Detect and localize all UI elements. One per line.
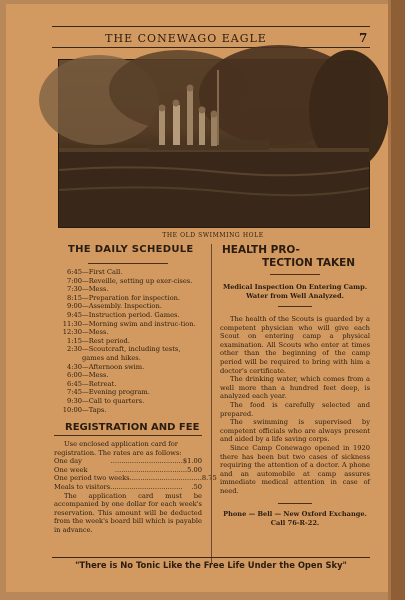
schedule-time: 10:00 bbox=[62, 405, 82, 414]
phone-rule bbox=[278, 503, 312, 504]
schedule-rule bbox=[88, 263, 168, 264]
schedule-activity: —Mess. bbox=[82, 285, 109, 294]
schedule-item bbox=[54, 345, 202, 362]
schedule-item bbox=[54, 311, 202, 320]
schedule-item bbox=[54, 380, 202, 389]
registration-rule bbox=[54, 435, 202, 436]
schedule-time: 9:00 bbox=[66, 302, 82, 311]
rate-row bbox=[54, 474, 217, 483]
schedule-list bbox=[54, 268, 202, 414]
health-heading-line1: HEALTH PRO- bbox=[222, 244, 300, 256]
footer-quote: "There is No Tonic Like the Free Life Under the Open Sky" bbox=[75, 560, 347, 570]
schedule-activity: —Mess. bbox=[82, 371, 109, 380]
health-rule-short bbox=[278, 306, 312, 307]
registration-note: The application card must be accompanied by one dollar for each week's reservation. This amount will be deducted from the week's board bill which is payable in advance. bbox=[54, 491, 202, 535]
photo-caption: THE OLD SWIMMING HOLE bbox=[162, 232, 264, 239]
schedule-time: 7:00 bbox=[66, 276, 82, 285]
schedule-time: 6:00 bbox=[66, 371, 82, 380]
magazine-page bbox=[6, 4, 390, 592]
schedule-heading: THE DAILY SCHEDULE bbox=[68, 244, 194, 255]
health-heading bbox=[220, 244, 370, 270]
schedule-activity: —Reveille, setting up exer-cises. bbox=[82, 276, 193, 285]
column-divider bbox=[211, 244, 212, 564]
schedule-activity: —Assembly. Inspection. bbox=[82, 302, 162, 311]
rate-label: One day bbox=[54, 457, 82, 466]
schedule-activity: —Call to quarters. bbox=[82, 396, 145, 405]
health-subhead: Medical Inspection On Entering Camp. Water from Well Analyzed. bbox=[222, 283, 368, 300]
rate-leader: .................................. bbox=[114, 465, 188, 474]
schedule-time: 11:30 bbox=[62, 319, 82, 328]
page-number: 7 bbox=[359, 31, 368, 45]
schedule-activity: —Mess. bbox=[82, 328, 109, 337]
health-heading-line2: TECTION TAKEN bbox=[262, 257, 356, 269]
running-title: THE CONEWAGO EAGLE bbox=[105, 32, 267, 45]
health-paragraph: Since Camp Conewago opened in 1920 there has been but two cases of sickness requiring the attention of a doctor. A phone and an automobile at camp assures immediate medical attention in case of need. bbox=[220, 443, 370, 495]
schedule-item bbox=[54, 277, 202, 286]
schedule-time: 12:30 bbox=[62, 328, 82, 337]
phone-info: Phone — Bell — New Oxford Exchange. Call 76-R-22. bbox=[223, 510, 367, 528]
schedule-activity: —Preparation for inspection. bbox=[82, 293, 181, 302]
schedule-time: 8:15 bbox=[66, 293, 82, 302]
rate-row bbox=[54, 457, 202, 466]
schedule-item bbox=[54, 406, 202, 415]
rate-row bbox=[54, 483, 202, 492]
schedule-item bbox=[54, 328, 202, 337]
swimming-hole-photo bbox=[58, 59, 370, 228]
registration-heading: REGISTRATION AND FEE bbox=[65, 422, 200, 434]
schedule-time: 2:30 bbox=[66, 345, 82, 354]
rate-label: One week bbox=[54, 465, 88, 474]
health-paragraph: The drinking water, which comes from a well more than a hundred feet deep, is analyzed each year. bbox=[220, 375, 370, 401]
schedule-activity: —Retreat. bbox=[82, 379, 117, 388]
schedule-time: 6:45 bbox=[66, 379, 82, 388]
schedule-item bbox=[54, 337, 202, 346]
rates-table bbox=[54, 457, 217, 492]
schedule-time: 1:15 bbox=[66, 336, 82, 345]
schedule-item bbox=[54, 302, 202, 311]
schedule-item bbox=[54, 268, 202, 277]
schedule-activity: —Afternoon swim. bbox=[82, 362, 145, 371]
rate-label: One period two weeks bbox=[54, 474, 130, 483]
health-paragraph: The health of the Scouts is guarded by a competent physician who will give each Scout on entering camp a physical examination. All Scouts who enter at times other than the beginning of the camp period will be required to bring with him a doctor's certificate. bbox=[220, 315, 370, 375]
right-column bbox=[220, 244, 370, 528]
schedule-item bbox=[54, 294, 202, 303]
health-rule bbox=[270, 274, 320, 275]
schedule-time: 9:45 bbox=[66, 310, 82, 319]
schedule-activity: —Evening program. bbox=[82, 388, 150, 397]
schedule-activity: —Scoutcraft, including tests, games and hikes. bbox=[82, 345, 181, 362]
rate-amount: .50 bbox=[191, 483, 202, 492]
registration-intro: Use enclosed application card for registration. The rates are as follows: bbox=[54, 440, 182, 457]
schedule-time: 7:30 bbox=[66, 285, 82, 294]
header-rule-top bbox=[52, 26, 370, 27]
schedule-time: 6:45 bbox=[66, 268, 82, 276]
schedule-item bbox=[54, 371, 202, 380]
footer-rule bbox=[52, 557, 370, 558]
schedule-activity: —Taps. bbox=[82, 405, 107, 414]
schedule-time: 4:30 bbox=[66, 362, 82, 371]
schedule-item bbox=[54, 388, 202, 397]
photo-illustration bbox=[59, 60, 369, 227]
rate-row bbox=[54, 466, 202, 475]
rate-leader: .................................. bbox=[110, 457, 183, 466]
rate-amount: $1.00 bbox=[182, 457, 202, 466]
rate-leader: .................................. bbox=[129, 474, 202, 483]
left-column bbox=[54, 244, 217, 535]
schedule-activity: —Morning swim and instruc-tion. bbox=[82, 319, 196, 328]
health-paragraph: The food is carefully selected and prepared. bbox=[220, 400, 370, 418]
rate-label: Meals to visitors bbox=[54, 483, 111, 492]
page-edge bbox=[391, 0, 405, 600]
rate-leader: .................................. bbox=[110, 483, 183, 492]
schedule-activity: —Rest period. bbox=[82, 336, 130, 345]
header-rule-bottom bbox=[52, 47, 370, 48]
schedule-activity: —First Call. bbox=[82, 268, 123, 276]
health-paragraph: The swimming is supervised by competent officials who are always present and aided by a life saving corps. bbox=[220, 418, 370, 444]
rate-amount: 5.00 bbox=[187, 465, 202, 474]
schedule-item bbox=[54, 320, 202, 329]
schedule-time: 9:30 bbox=[66, 396, 82, 405]
schedule-activity: —Instruction period. Games. bbox=[82, 310, 180, 319]
schedule-item bbox=[54, 397, 202, 406]
schedule-item bbox=[54, 285, 202, 294]
rate-amount: 8.75 bbox=[201, 474, 217, 483]
schedule-time: 7:45 bbox=[66, 388, 82, 397]
schedule-item bbox=[54, 363, 202, 372]
